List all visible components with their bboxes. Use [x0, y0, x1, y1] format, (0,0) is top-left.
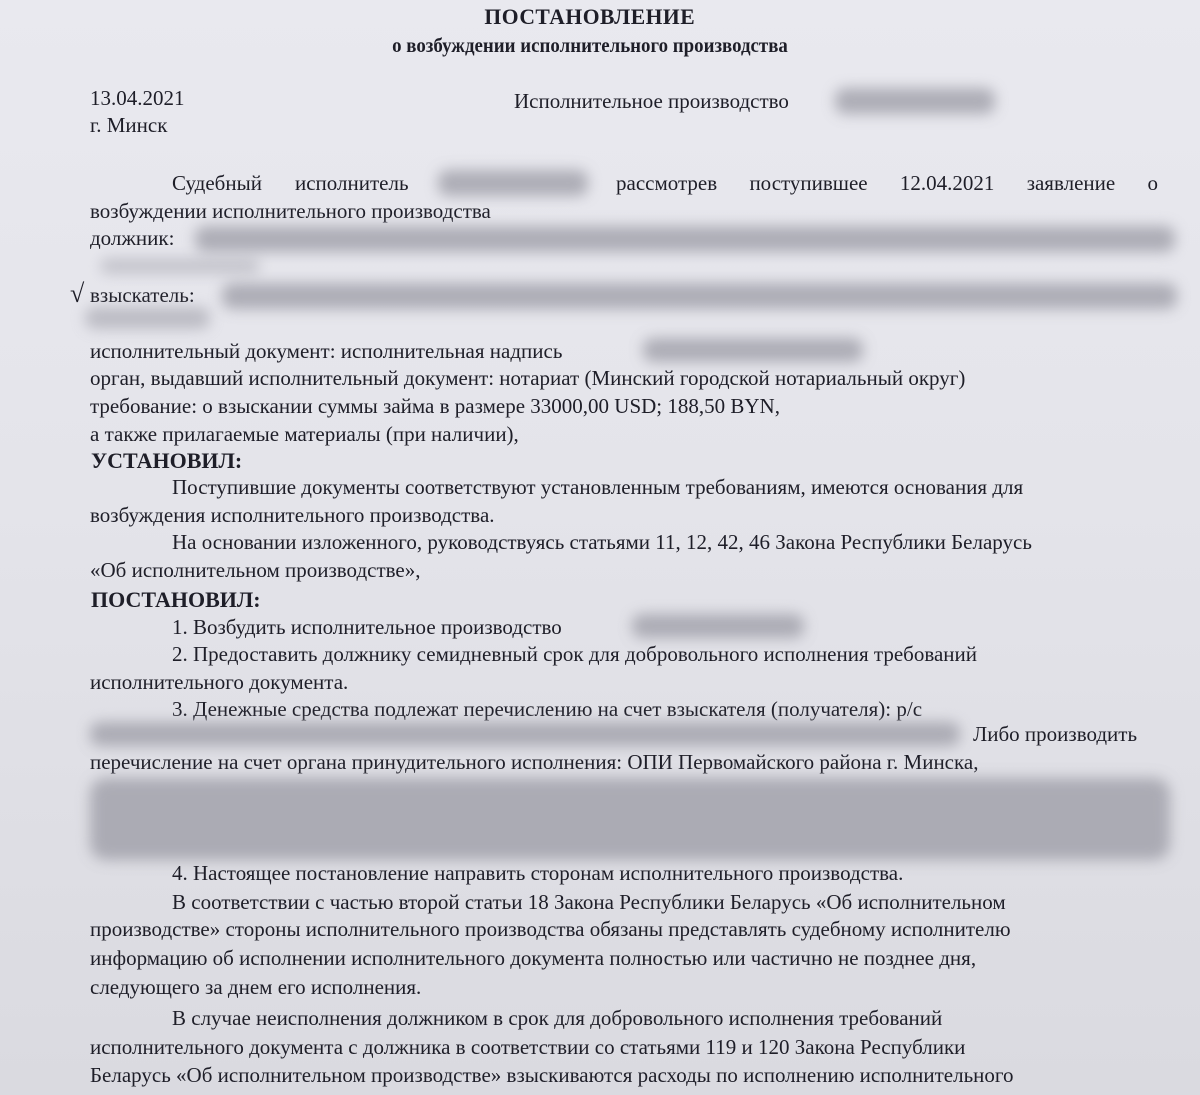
established-p1-line-1: Поступившие документы соответствуют установленным требованиям, имеются основания для: [172, 475, 1024, 499]
intro-word-7: о: [1147, 171, 1158, 195]
redacted-bank-details: [90, 778, 1170, 860]
executive-document: исполнительный документ: исполнительная надпись: [90, 339, 563, 363]
intro-line-1-rest: [616, 171, 1158, 195]
redacted-case-number: [835, 88, 995, 114]
redacted-debtor-line-2: [100, 258, 260, 274]
redacted-document-number: [643, 338, 863, 362]
creditor-label: взыскатель:: [90, 283, 195, 307]
resolved-p3-line-1: В соответствии с частью второй статьи 18 Закона Республики Беларусь «Об исполнительном: [172, 890, 1006, 914]
case-label: Исполнительное производство: [514, 89, 789, 113]
resolved-p3-line-3: информацию об исполнении исполнительного документа полностью или частично не позднее дня,: [90, 946, 977, 970]
demand: требование: о взыскании суммы займа в размере 33000,00 USD; 188,50 BYN,: [90, 394, 780, 418]
intro-word-5: 12.04.2021: [899, 171, 995, 195]
document-subtitle: о возбуждении исполнительного производства: [392, 35, 788, 57]
redacted-case-number-2: [632, 614, 804, 638]
established-p1-line-2: возбуждения исполнительного производства.: [90, 503, 495, 527]
resolved-p3-line-2: производстве» стороны исполнительного производства обязаны представлять судебному исполнителю: [90, 917, 1011, 941]
intro-word-6: заявление: [1026, 171, 1116, 195]
established-p2-line-2: «Об исполнительном производстве»,: [90, 558, 421, 582]
resolved-item-1: 1. Возбудить исполнительное производство: [172, 615, 562, 639]
document-date: 13.04.2021: [90, 86, 185, 110]
resolved-item-3-line-2: Либо производить: [973, 722, 1138, 746]
resolved-p4-line-3: Беларусь «Об исполнительном производстве» взыскиваются расходы по исполнению исполнительного: [90, 1063, 1014, 1087]
resolved-item-2-line-2: исполнительного документа.: [90, 670, 349, 694]
established-p2-line-1: На основании изложенного, руководствуясь статьями 11, 12, 42, 46 Закона Республики Беларусь: [172, 530, 1032, 554]
established-heading: УСТАНОВИЛ:: [91, 448, 243, 473]
document-city: г. Минск: [90, 113, 168, 137]
issuing-authority: орган, выдавший исполнительный документ: нотариат (Минский городской нотариальный округ): [90, 366, 966, 390]
resolved-p4-line-1: В случае неисполнения должником в срок для добровольного исполнения требований: [172, 1006, 943, 1030]
resolved-item-4: 4. Настоящее постановление направить сторонам исполнительного производства.: [172, 861, 904, 885]
resolved-p4-line-2: исполнительного документа с должника в соответствии со статьями 119 и 120 Закона Республики: [90, 1035, 966, 1059]
redacted-creditor-line-2: [85, 307, 210, 329]
debtor-label: должник:: [90, 226, 175, 250]
intro-word-3: рассмотрев: [616, 171, 718, 195]
resolved-item-3-line-1: 3. Денежные средства подлежат перечислению на счет взыскателя (получателя): р/с: [172, 697, 923, 721]
redacted-debtor: [195, 226, 1175, 252]
attached-materials: а также прилагаемые материалы (при наличии),: [90, 422, 519, 446]
intro-word-4: поступившее: [749, 171, 868, 195]
redacted-creditor: [222, 283, 1177, 309]
intro-line-2: возбуждении исполнительного производства: [90, 199, 491, 223]
intro-word-1: Судебный: [172, 171, 262, 195]
intro-word-2: исполнитель: [295, 171, 409, 195]
check-mark-icon: √: [70, 279, 85, 308]
document-title: ПОСТАНОВЛЕНИЕ: [484, 4, 696, 29]
resolved-item-2-line-1: 2. Предоставить должнику семидневный срок для добровольного исполнения требований: [172, 642, 978, 666]
redacted-executor-name: [438, 170, 588, 196]
redacted-account: [90, 722, 960, 746]
resolved-heading: ПОСТАНОВИЛ:: [91, 587, 261, 612]
resolved-item-3-line-3: перечисление на счет органа принудительного исполнения: ОПИ Первомайского района г. Минска,: [90, 750, 979, 774]
resolved-p3-line-4: следующего за днем его исполнения.: [90, 975, 422, 999]
